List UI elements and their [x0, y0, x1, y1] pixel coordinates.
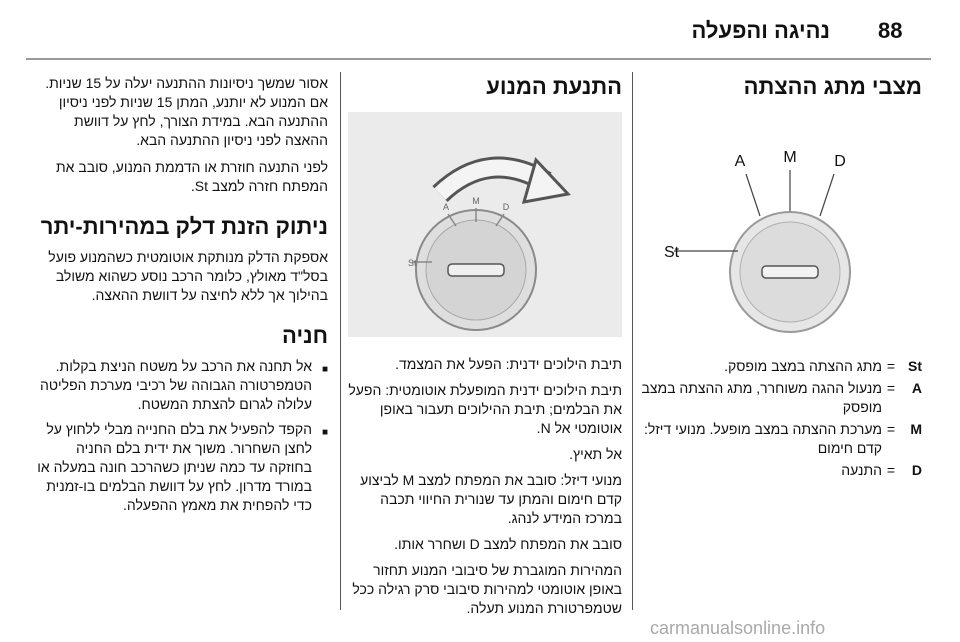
figure-label-a: A	[734, 153, 746, 170]
page-number: 88	[878, 18, 903, 43]
ignition-switch-figure	[640, 112, 922, 337]
definition-a	[640, 379, 922, 417]
start-step-diesel: מנועי דיזל: סובב את המפתח למצב M לביצוע קדם חימום והמתן עד שנורית החיווי תכבה במרכז המידע לנהג.	[360, 472, 622, 526]
left-text-column	[30, 74, 328, 521]
fuel-cutoff-heading: ניתוק הזנת דלק במהירות-יתר	[40, 214, 328, 239]
definition-text: התנעה	[841, 462, 882, 478]
bullet-square-icon: ■	[321, 427, 328, 438]
definition-text: מערכת ההצתה במצב מופעל. מנועי דיזל: קדם חימום	[643, 421, 882, 456]
start-step-turn-key: סובב את המפתח למצב D ושחרר אותו.	[394, 536, 622, 552]
parking-heading: חניה	[282, 323, 328, 348]
definition-key: M	[910, 421, 922, 437]
figure-label-a: A	[442, 202, 450, 212]
start-step-clutch: תיבת הילוכים ידנית: הפעל את המצמד.	[395, 356, 622, 372]
key-slot-icon	[448, 264, 504, 276]
restart-instruction: לפני התנעה חוזרת או הדממת המנוע, סובב את המפתח חזרה למצב St.	[55, 159, 328, 194]
list-item	[30, 357, 328, 414]
definition-st	[640, 357, 922, 376]
start-attempt-limit: אסור שמשך ניסיונות ההתנעה יעלה על 15 שניות. אם המנוע לא יותנע, המתן 15 שניות לפני ניסיון ההתנעה הבא. במידת הצורך, לחץ על דוושת ההאצה לפני ניסיון ההתנעה הבא.	[45, 75, 328, 148]
fuel-cutoff-text: אספקת הדלק מנותקת אוטומטית כשהמנוע פועל בסל"ד מאולץ, כלומר הרכב נוסע כשהוא משולב בהילוך אך ללא לחיצה על דוושת ההאצה.	[48, 249, 328, 303]
header-rule	[26, 58, 931, 60]
definition-eq: =	[886, 380, 896, 396]
watermark: carmanualsonline.info	[650, 618, 826, 638]
list-item	[30, 420, 328, 515]
figure-label-st: St	[664, 244, 680, 261]
column-divider-right	[632, 72, 633, 610]
definition-eq: =	[886, 358, 896, 374]
start-step-auto: תיבת הילוכים ידנית המופעלת אוטומטית: הפעל את הבלמים; תיבת ההילוכים תעבור באופן אוטומטי אל N.	[348, 382, 622, 436]
ignition-positions-heading: מצבי מתג ההצתה	[743, 74, 922, 99]
bullet-square-icon: ■	[321, 364, 328, 375]
figure-label-m: M	[783, 149, 797, 166]
definition-key: D	[911, 462, 922, 478]
figure-label-d: D	[834, 153, 846, 170]
section-title: נהיגה והפעלה	[691, 18, 830, 43]
definition-eq: =	[886, 421, 896, 437]
definition-m	[640, 420, 922, 458]
page-header	[0, 0, 960, 54]
figure-label-m: M	[472, 196, 480, 206]
engine-start-heading: התנעת המנוע	[486, 74, 622, 99]
key-slot-icon	[762, 266, 818, 278]
parking-bullet-text: הקפד להפעיל את בלם החנייה מבלי ללחוץ על לחצן השחרור. משוך את ידית בלם החניה בחוזקה עד כמה שניתן כשהרכב חונה במעלה או במורד מדרון. לחץ על דוושת הבלמים בו-זמנית כדי להפחית את מאמץ ההפעלה.	[37, 421, 312, 513]
column-divider-left	[340, 72, 341, 610]
definition-d	[640, 461, 922, 480]
definition-key: St	[908, 358, 922, 374]
definition-text: מתג ההצתה במצב מופסק.	[724, 358, 882, 374]
definition-eq: =	[886, 462, 896, 478]
figure-label-d: D	[502, 202, 510, 212]
engine-start-column	[348, 74, 622, 618]
start-step-idle: המהירות המוגברת של סיבובי המנוע תחזור באופן אוטומטי למהירות סיבובי סרק רגילה ככל שטמפרטורת המנוע תעלה.	[352, 562, 622, 616]
figure-label-st: St	[408, 258, 417, 268]
ignition-positions-column	[640, 74, 922, 483]
ignition-turn-figure	[348, 112, 622, 337]
start-step-no-throttle: אל תאיץ.	[569, 446, 622, 462]
definition-text: מנעול ההגה משוחרר, מתג ההצתה במצב מופסק	[641, 380, 882, 415]
definition-key: A	[911, 380, 922, 396]
parking-bullet-text: אל תחנה את הרכב על משטח הניצת בקלות. הטמפרטורה הגבוהה של רכיבי מערכת הפליטה עלולה לגרום להצתת המשטח.	[40, 358, 312, 412]
